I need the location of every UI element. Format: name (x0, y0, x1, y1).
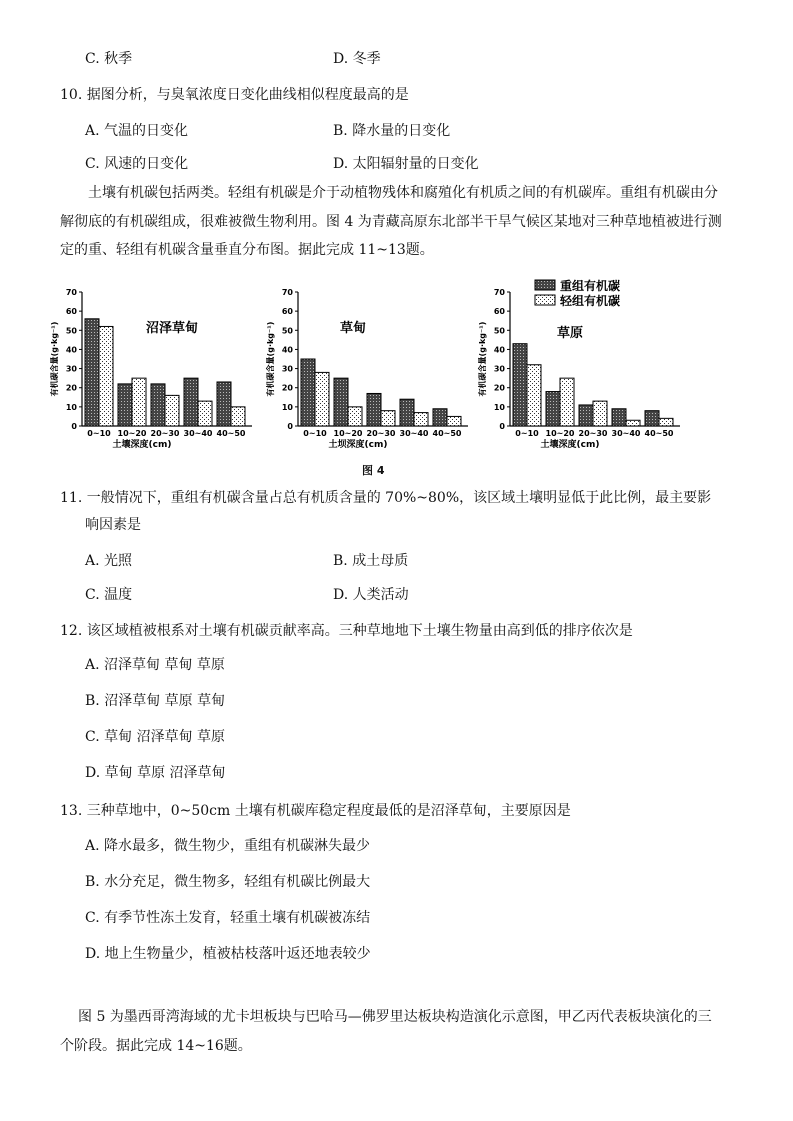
chart-3-ytick-label: 30 (493, 364, 505, 374)
chart-2-bar-heavy (400, 399, 414, 426)
chart-2-y-label: 有机碳含量(g·kg⁻¹) (266, 321, 275, 397)
q13-option-c: C. 有季节性冻土发育，轻重土壤有机碳被冻结 (85, 910, 371, 926)
chart-1-ytick-label: 60 (65, 307, 77, 317)
chart-2-title: 草甸 (339, 321, 367, 336)
chart-2-xtick-label: 20~30 (366, 429, 396, 438)
chart-3-xtick-label: 20~30 (578, 429, 608, 438)
chart-1-ytick-label: 70 (65, 288, 77, 297)
chart-1-bar-light (231, 407, 245, 426)
chart-1-ytick-label: 10 (65, 402, 77, 412)
chart-3-title: 草原 (556, 326, 584, 341)
q12-option-c: C. 草甸 沼泽草甸 草原 (85, 729, 226, 745)
chart-1-ytick-label: 50 (65, 326, 77, 336)
passage1-line3: 定的重、轻组有机碳含量垂直分布图。据此完成 11~13题。 (60, 242, 434, 258)
chart-2-xtick-label: 0~10 (303, 429, 327, 438)
chart-2-bar-heavy (433, 409, 447, 426)
chart-1-xtick-label: 10~20 (117, 429, 147, 438)
chart-3-y-label: 有机碳含量(g·kg⁻¹) (478, 321, 487, 397)
passage2-line2: 个阶段。据此完成 14~16题。 (60, 1038, 252, 1054)
chart-2-ytick-label: 0 (287, 422, 293, 431)
chart-1-bar-heavy (85, 319, 99, 426)
chart-2-bar-light (315, 372, 329, 426)
chart-2-ytick-label: 60 (281, 307, 293, 317)
chart-1-bar-light (165, 395, 179, 426)
chart-1-title: 沼泽草甸 (145, 321, 199, 336)
chart-1-x-label: 土壤深度(cm) (112, 440, 172, 450)
q10-option-c: C. 风速的日变化 (85, 156, 189, 172)
chart-3-bar-heavy (513, 344, 527, 426)
q10-option-a: A. 气温的日变化 (85, 123, 189, 139)
chart-3-ytick-label: 40 (493, 345, 505, 355)
chart-1-bar-heavy (151, 384, 165, 426)
chart-3-bar-heavy (546, 392, 560, 426)
q11-stem-line2: 响因素是 (85, 517, 141, 533)
q11-option-c: C. 温度 (85, 587, 133, 603)
chart-1-ytick-label: 20 (65, 383, 77, 393)
q11-stem-line1: 11. 一般情况下，重组有机碳含量占总有机质含量的 70%~80%，该区域土壤明显低于此比例，最主要影 (60, 490, 712, 506)
chart-3-xtick-label: 30~40 (611, 429, 641, 438)
chart-3-bar-light (659, 418, 673, 426)
q13-option-d: D. 地上生物量少，植被枯枝落叶返还地表较少 (85, 946, 371, 962)
chart-1-ytick-label: 0 (71, 422, 77, 431)
chart-3-bar-light (626, 420, 640, 426)
chart-1-bar-heavy (217, 382, 231, 426)
chart-3-x-label: 土壤深度(cm) (540, 440, 600, 450)
chart-2-ytick-label: 10 (281, 402, 293, 412)
q12-option-a: A. 沼泽草甸 草甸 草原 (85, 657, 225, 673)
q11-option-b: B. 成土母质 (333, 553, 409, 569)
chart-3-ytick-label: 0 (499, 422, 505, 431)
chart-2-bar-light (348, 407, 362, 426)
chart-2-bar-heavy (334, 378, 348, 426)
q13-option-b: B. 水分充足，微生物多，轻组有机碳比例最大 (85, 874, 371, 890)
q12-option-b: B. 沼泽草甸 草原 草甸 (85, 693, 226, 709)
passage2-line1: 图 5 为墨西哥湾海域的尤卡坦板块与巴哈马—佛罗里达板块构造演化示意图，甲乙丙代表板块演化的三 (78, 1009, 712, 1025)
chart-2-xtick-label: 30~40 (399, 429, 429, 438)
q11-option-d: D. 人类活动 (333, 587, 409, 603)
chart-1-xtick-label: 20~30 (150, 429, 180, 438)
chart-2-ytick-label: 40 (281, 345, 293, 355)
chart-1-bar-light (99, 326, 113, 426)
legend-heavy-swatch (535, 280, 555, 290)
q11-option-a: A. 光照 (85, 553, 133, 569)
chart-2-bar-light (381, 411, 395, 426)
chart-1-bar-light (132, 378, 146, 426)
chart-3-bar-heavy (645, 411, 659, 426)
chart-2-bar-heavy (367, 393, 381, 426)
q9-option-c: C. 秋季 (85, 51, 133, 67)
chart-1-bar-heavy (184, 378, 198, 426)
passage1-line2: 解彻底的有机碳组成，很难被微生物利用。图 4 为青藏高原东北部半干旱气候区某地对三种草地植被进行测 (60, 214, 722, 230)
chart-2-xtick-label: 40~50 (432, 429, 462, 438)
q10-stem: 10. 据图分析，与臭氧浓度日变化曲线相似程度最高的是 (60, 87, 409, 103)
q9-option-d: D. 冬季 (333, 51, 381, 67)
legend-light-label: 轻组有机碳 (560, 294, 621, 308)
figure-4-caption: 图 4 (362, 464, 385, 477)
q12-option-d: D. 草甸 草原 沼泽草甸 (85, 765, 226, 781)
chart-2-bar-light (414, 413, 428, 426)
chart-1-y-label: 有机碳含量(g·kg⁻¹) (50, 321, 59, 397)
chart-3-bar-light (560, 378, 574, 426)
chart-1-bar-heavy (118, 384, 132, 426)
chart-3-ytick-label: 20 (493, 383, 505, 393)
chart-1-xtick-label: 40~50 (216, 429, 246, 438)
chart-1-bar-light (198, 401, 212, 426)
chart-2-xtick-label: 10~20 (333, 429, 363, 438)
chart-3-ytick-label: 60 (493, 307, 505, 317)
chart-3-bar-heavy (612, 409, 626, 426)
legend-heavy-label: 重组有机碳 (560, 279, 621, 293)
figure-4 (40, 275, 720, 460)
q12-stem: 12. 该区域植被根系对土壤有机碳贡献率高。三种草地地下土壤生物量由高到低的排序依次是 (60, 623, 633, 639)
chart-1-xtick-label: 30~40 (183, 429, 213, 438)
chart-3-ytick-label: 50 (493, 326, 505, 336)
chart-3-xtick-label: 0~10 (515, 429, 539, 438)
chart-2-bar-light (447, 416, 461, 426)
chart-2-ytick-label: 30 (281, 364, 293, 374)
chart-1-xtick-label: 0~10 (87, 429, 111, 438)
chart-1-ytick-label: 40 (65, 345, 77, 355)
legend-light-swatch (535, 295, 555, 305)
chart-2-ytick-label: 50 (281, 326, 293, 336)
chart-2-x-label: 土坝深度(cm) (328, 440, 388, 450)
chart-3-bar-heavy (579, 405, 593, 426)
q10-option-d: D. 太阳辐射量的日变化 (333, 156, 479, 172)
q13-stem: 13. 三种草地中，0~50cm 土壤有机碳库稳定程度最低的是沼泽草甸，主要原因是 (60, 803, 571, 819)
chart-1-ytick-label: 30 (65, 364, 77, 374)
chart-3-ytick-label: 70 (493, 288, 505, 297)
passage1-line1: 土壤有机碳包括两类。轻组有机碳是介于动植物残体和腐殖化有机质之间的有机碳库。重组有机碳由分 (88, 185, 718, 201)
chart-3-ytick-label: 10 (493, 402, 505, 412)
chart-3-xtick-label: 10~20 (545, 429, 575, 438)
chart-2-bar-heavy (301, 359, 315, 426)
chart-2-ytick-label: 20 (281, 383, 293, 393)
figure-4-legend (535, 278, 620, 308)
chart-2-ytick-label: 70 (281, 288, 293, 297)
chart-3-xtick-label: 40~50 (644, 429, 674, 438)
chart-3-bar-light (593, 401, 607, 426)
q10-option-b: B. 降水量的日变化 (333, 123, 451, 139)
q13-option-a: A. 降水最多，微生物少，重组有机碳淋失最少 (85, 838, 371, 854)
chart-3-bar-light (527, 365, 541, 426)
